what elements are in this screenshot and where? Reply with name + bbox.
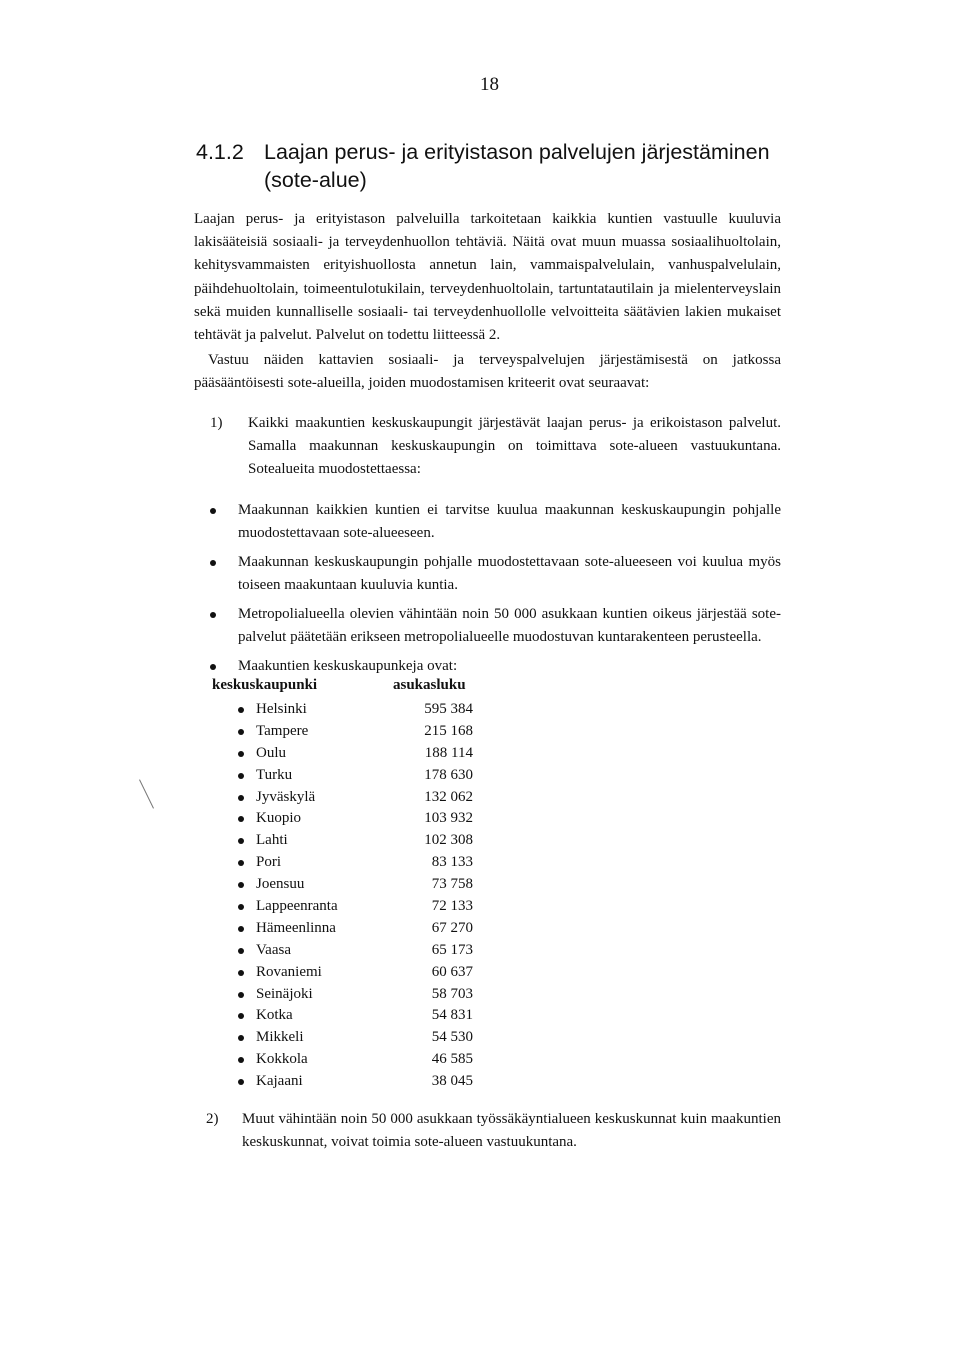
section-title-line2: (sote-alue) bbox=[264, 168, 367, 192]
city-name: Hämeenlinna bbox=[256, 919, 336, 936]
population-value: 65 173 bbox=[431, 941, 473, 958]
population-value: 58 703 bbox=[431, 985, 473, 1002]
bullet-icon bbox=[238, 1035, 244, 1041]
population-value: 60 637 bbox=[431, 963, 473, 980]
column-header-population: asukasluku bbox=[393, 677, 466, 693]
numbered-item-text: Muut vähintään noin 50 000 asukkaan työssäkäyntialueen keskuskunnat kuin maakuntien keskuskunnat, voivat toimia sote-alueen vastuukuntana. bbox=[242, 1111, 781, 1150]
bullet-text: Maakunnan kaikkien kuntien ei tarvitse kuulua maakunnan keskuskaupungin pohjalle muodostettavaan sote-alueeseen. bbox=[238, 502, 781, 541]
list-item bbox=[210, 603, 781, 649]
bullet-icon bbox=[238, 992, 244, 998]
bullet-icon bbox=[210, 508, 216, 514]
intro-paragraph: Laajan perus- ja erityistason palveluilla tarkoitetaan kaikkia kuntien vastuulle kuuluvia lakisääteisiä sosiaali- ja terveydenhuollon tehtäviä. Näitä ovat muun muassa sosiaalihuoltolain, kehitysvammaisten erityishuollosta annetun lain, vammaispalvelulain, vanhuspalvelulain, päihdehuoltolain, toimeentulotukilain, terveydenhuoltolain, tartuntatautilain ja mielenterveyslain sekä muiden kunnalliselle sosiaali- tai terveydenhuollolle velvoitteita säätävien lakien mukaiset tehtävät ja palvelut. Palvelut on todettu liitteessä 2. bbox=[194, 211, 781, 344]
city-name: Tampere bbox=[256, 722, 309, 739]
population-value: 67 270 bbox=[431, 919, 473, 936]
list-item bbox=[210, 551, 781, 597]
bullet-icon bbox=[210, 612, 216, 618]
population-value: 83 133 bbox=[431, 854, 473, 871]
bullet-icon bbox=[238, 904, 244, 910]
city-name: Jyväskylä bbox=[256, 788, 316, 805]
numbered-item-1 bbox=[210, 412, 781, 481]
bullet-icon bbox=[238, 1057, 244, 1063]
page-number: 18 bbox=[480, 74, 499, 95]
numbered-item-number: 2) bbox=[206, 1111, 219, 1127]
city-name: Lahti bbox=[256, 832, 288, 849]
population-value: 38 045 bbox=[431, 1073, 473, 1090]
city-name: Mikkeli bbox=[256, 1029, 304, 1046]
column-header-city: keskuskaupunki bbox=[212, 677, 318, 693]
list-item bbox=[210, 499, 781, 545]
population-value: 132 062 bbox=[424, 788, 473, 805]
bullet-icon bbox=[238, 795, 244, 801]
bullet-icon bbox=[238, 882, 244, 888]
city-name: Vaasa bbox=[256, 941, 291, 958]
population-value: 54 530 bbox=[431, 1029, 473, 1046]
city-name: Turku bbox=[256, 766, 293, 783]
bullet-icon bbox=[238, 707, 244, 713]
city-name: Joensuu bbox=[256, 876, 305, 893]
population-value: 102 308 bbox=[424, 832, 473, 849]
population-value: 215 168 bbox=[424, 722, 473, 739]
responsibility-paragraph: Vastuu näiden kattavien sosiaali- ja terveyspalvelujen järjestämisestä on jatkossa pääsääntöisesti sote-alueilla, joiden muodostamisen kriteerit ovat seuraavat: bbox=[194, 352, 781, 392]
bullet-icon bbox=[238, 1079, 244, 1085]
city-name: Seinäjoki bbox=[256, 985, 313, 1002]
population-value: 178 630 bbox=[424, 766, 473, 783]
bullet-icon bbox=[238, 838, 244, 844]
bullet-icon bbox=[238, 860, 244, 866]
bullet-icon bbox=[238, 729, 244, 735]
bullet-icon bbox=[238, 751, 244, 757]
bullet-icon bbox=[210, 664, 216, 670]
bullet-text: Maakunnan keskuskaupungin pohjalle muodostettavaan sote-alueeseen voi kuulua myös toiseen maakuntaan kuuluvia kuntia. bbox=[238, 554, 781, 593]
criteria-bullet-list bbox=[210, 499, 781, 684]
city-name: Kokkola bbox=[256, 1051, 308, 1068]
section-heading bbox=[196, 138, 836, 194]
bullet-icon bbox=[238, 1013, 244, 1019]
numbered-item-2 bbox=[206, 1108, 781, 1154]
bullet-icon bbox=[238, 970, 244, 976]
city-name: Rovaniemi bbox=[256, 963, 322, 980]
city-name: Kuopio bbox=[256, 810, 301, 827]
city-name: Kotka bbox=[256, 1007, 293, 1024]
city-name: Kajaani bbox=[256, 1073, 303, 1090]
population-value: 46 585 bbox=[431, 1051, 473, 1068]
numbered-item-text: Kaikki maakuntien keskuskaupungit järjestävät laajan perus- ja erikoistason palvelut. Samalla maakunnan keskuskaupungin on toimittava sote-alueen vastuukuntana. Sotealueita muodostettaessa: bbox=[248, 415, 781, 477]
section-title-line1: Laajan perus- ja erityistason palvelujen järjestäminen bbox=[264, 140, 770, 164]
population-value: 595 384 bbox=[424, 701, 473, 717]
population-value: 72 133 bbox=[431, 898, 473, 915]
bullet-text: Maakuntien keskuskaupunkeja ovat: bbox=[238, 658, 458, 674]
city-name: Oulu bbox=[256, 744, 286, 761]
bullet-icon bbox=[238, 926, 244, 932]
bullet-icon bbox=[238, 816, 244, 822]
city-name: Lappeenranta bbox=[256, 898, 338, 915]
city-name: Helsinki bbox=[256, 701, 307, 717]
population-value: 103 932 bbox=[424, 810, 473, 827]
city-name: Pori bbox=[256, 854, 282, 871]
scan-mark bbox=[139, 779, 154, 808]
bullet-text: Metropolialueella olevien vähintään noin 50 000 asukkaan kuntien oikeus järjestää sote-palvelut päätetään erikseen metropolialueelle muodostuvan kuntarakenteen perusteella. bbox=[238, 606, 781, 645]
section-number: 4.1.2 bbox=[196, 140, 244, 164]
bullet-icon bbox=[210, 560, 216, 566]
bullet-icon bbox=[238, 773, 244, 779]
bullet-icon bbox=[238, 948, 244, 954]
list-item bbox=[210, 655, 781, 678]
population-value: 54 831 bbox=[431, 1007, 473, 1024]
numbered-item-number: 1) bbox=[210, 415, 223, 431]
population-value: 73 758 bbox=[431, 876, 473, 893]
population-value: 188 114 bbox=[424, 744, 473, 761]
